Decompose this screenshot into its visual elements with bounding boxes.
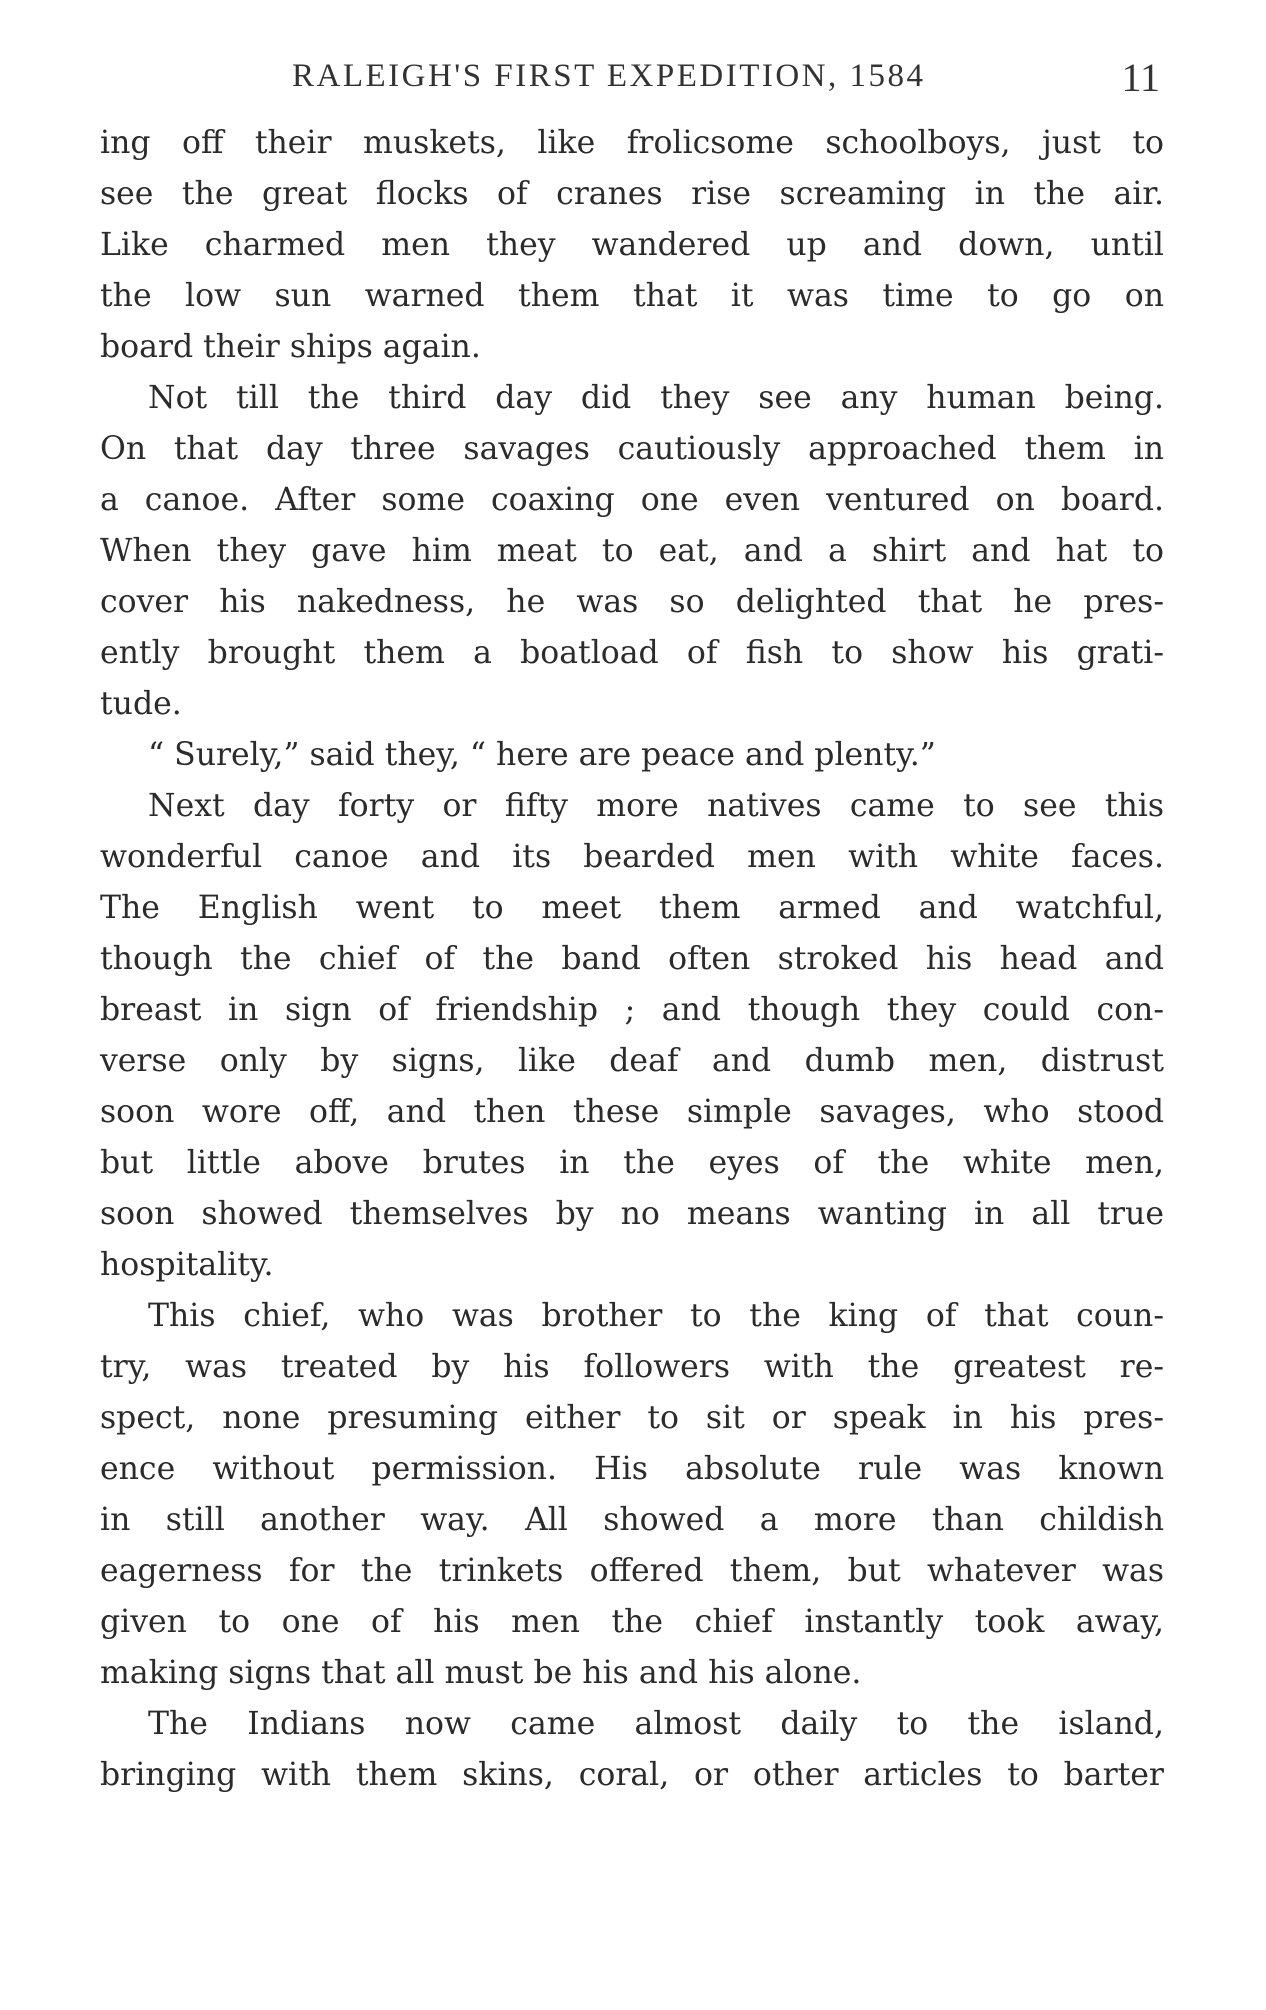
text-line: a canoe. After some coaxing one even ventured on board.	[100, 482, 1164, 518]
page-number: 11	[1121, 55, 1160, 100]
text-line: On that day three savages cautiously approached them in	[100, 431, 1164, 467]
text-line: Like charmed men they wandered up and down, until	[100, 227, 1164, 263]
running-head	[100, 55, 1164, 104]
text-line: breast in sign of friendship ; and though they could con-	[100, 992, 1164, 1028]
text-line: soon showed themselves by no means wanting in all true	[100, 1196, 1164, 1232]
text-line: making signs that all must be his and his alone.	[100, 1655, 862, 1691]
paragraph-first-line: “ Surely,” said they, “ here are peace and plenty.”	[148, 737, 936, 773]
text-line: wonderful canoe and its bearded men with white faces.	[100, 839, 1164, 875]
text-line: The English went to meet them armed and watchful,	[100, 890, 1164, 926]
text-line: verse only by signs, like deaf and dumb men, distrust	[100, 1043, 1164, 1079]
text-line: in still another way. All showed a more than childish	[100, 1502, 1164, 1538]
text-line: soon wore off, and then these simple savages, who stood	[100, 1094, 1164, 1130]
text-line: but little above brutes in the eyes of the white men,	[100, 1145, 1164, 1181]
running-title: RALEIGH'S FIRST EXPEDITION, 1584	[292, 58, 926, 94]
text-line: bringing with them skins, coral, or other articles to barter	[100, 1757, 1164, 1793]
paragraph-first-line: The Indians now came almost daily to the island,	[148, 1706, 1164, 1742]
text-line: the low sun warned them that it was time to go on	[100, 278, 1164, 314]
text-line: given to one of his men the chief instantly took away,	[100, 1604, 1164, 1640]
text-line: see the great flocks of cranes rise screaming in the air.	[100, 176, 1164, 212]
paragraph-first-line: This chief, who was brother to the king of that coun-	[148, 1298, 1164, 1334]
text-line: ence without permission. His absolute rule was known	[100, 1451, 1164, 1487]
text-line: tude.	[100, 686, 182, 722]
text-line: hospitality.	[100, 1247, 274, 1283]
text-line: though the chief of the band often stroked his head and	[100, 941, 1164, 977]
text-line: eagerness for the trinkets offered them, but whatever was	[100, 1553, 1164, 1589]
text-line: cover his nakedness, he was so delighted that he pres-	[100, 584, 1164, 620]
text-line: try, was treated by his followers with the greatest re-	[100, 1349, 1164, 1385]
text-line: ently brought them a boatload of fish to show his grati-	[100, 635, 1164, 671]
text-line: ing off their muskets, like frolicsome schoolboys, just to	[100, 125, 1164, 161]
text-line: board their ships again.	[100, 329, 481, 365]
paragraph-first-line: Next day forty or fifty more natives came to see this	[148, 788, 1164, 824]
body-text	[100, 118, 1164, 1801]
text-line: spect, none presuming either to sit or speak in his pres-	[100, 1400, 1164, 1436]
paragraph-first-line: Not till the third day did they see any human being.	[148, 380, 1164, 416]
text-line: When they gave him meat to eat, and a shirt and hat to	[100, 533, 1164, 569]
